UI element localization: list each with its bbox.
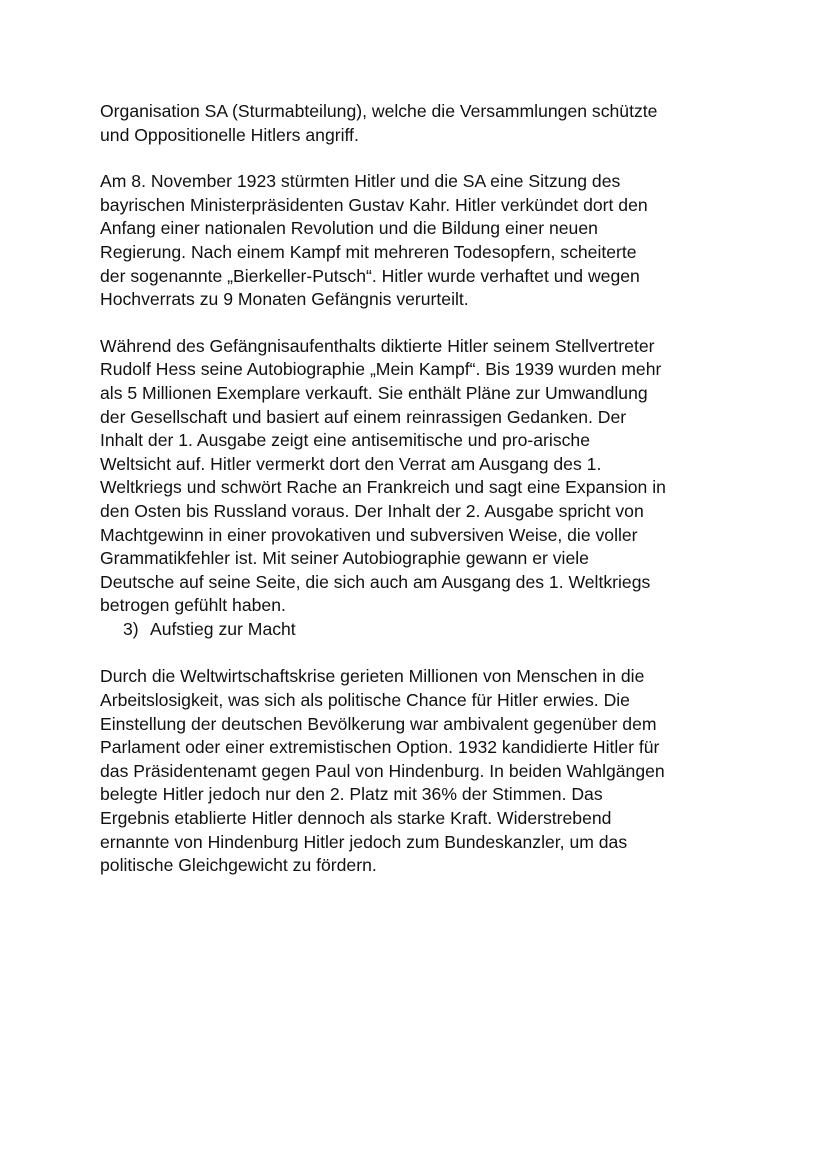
text-line: Ergebnis etablierte Hitler dennoch als starke Kraft. Widerstrebend: [100, 808, 612, 829]
document-page: [100, 100, 740, 878]
text-line: Weltsicht auf. Hitler vermerkt dort den Verrat am Ausgang des 1.: [100, 453, 602, 474]
text-line: Arbeitslosigkeit, was sich als politische Chance für Hitler erwies. Die: [100, 690, 630, 711]
paragraph-aufstieg: [100, 665, 740, 877]
text-line: belegte Hitler jedoch nur den 2. Platz mit 36% der Stimmen. Das: [100, 784, 603, 805]
text-line: Am 8. November 1923 stürmten Hitler und die SA eine Sitzung des: [100, 171, 621, 192]
text-line: bayrischen Ministerpräsidenten Gustav Kahr. Hitler verkündet dort den: [100, 194, 648, 215]
text-line: den Osten bis Russland voraus. Der Inhalt der 2. Ausgabe spricht von: [100, 500, 644, 521]
text-line: Grammatikfehler ist. Mit seiner Autobiographie gewann er viele: [100, 548, 589, 569]
text-line: Parlament oder einer extremistischen Option. 1932 kandidierte Hitler für: [100, 737, 660, 758]
text-line: Inhalt der 1. Ausgabe zeigt eine antisemitische und pro-arische: [100, 430, 590, 451]
text-line: das Präsidentenamt gegen Paul von Hindenburg. In beiden Wahlgängen: [100, 760, 665, 781]
text-line: Durch die Weltwirtschaftskrise gerieten Millionen von Menschen in die: [100, 666, 645, 687]
paragraph-bierkeller-putsch: [100, 170, 740, 312]
text-line: der sogenannte „Bierkeller-Putsch“. Hitler wurde verhaftet und wegen: [100, 265, 640, 286]
text-line: Organisation SA (Sturmabteilung), welche die Versammlungen schützte: [100, 101, 658, 121]
text-line: Hochverrats zu 9 Monaten Gefängnis verurteilt.: [100, 289, 469, 310]
paragraph-mein-kampf: [100, 335, 740, 618]
text-line: Machtgewinn in einer provokativen und subversiven Weise, die voller: [100, 524, 638, 545]
text-line: politische Gleichgewicht zu fördern.: [100, 855, 377, 876]
text-line: der Gesellschaft und basiert auf einem reinrassigen Gedanken. Der: [100, 406, 627, 427]
text-line: Während des Gefängnisaufenthalts diktierte Hitler seinem Stellvertreter: [100, 335, 655, 356]
text-line: betrogen gefühlt haben.: [100, 595, 286, 616]
text-line: Deutsche auf seine Seite, die sich auch am Ausgang des 1. Weltkriegs: [100, 571, 651, 592]
section-title: Aufstieg zur Macht: [150, 618, 296, 639]
text-line: Weltkriegs und schwört Rache an Frankreich und sagt eine Expansion in: [100, 477, 666, 498]
text-line: und Oppositionelle Hitlers angriff.: [100, 124, 359, 145]
text-line: Rudolf Hess seine Autobiographie „Mein Kampf“. Bis 1939 wurden mehr: [100, 359, 662, 380]
paragraph-sa-organisation: [100, 100, 740, 147]
section-heading: [123, 618, 740, 642]
section-number: 3): [123, 618, 139, 639]
text-line: als 5 Millionen Exemplare verkauft. Sie enthält Pläne zur Umwandlung: [100, 382, 648, 403]
text-line: ernannte von Hindenburg Hitler jedoch zum Bundeskanzler, um das: [100, 831, 628, 852]
text-line: Anfang einer nationalen Revolution und die Bildung einer neuen: [100, 218, 598, 239]
text-line: Einstellung der deutschen Bevölkerung war ambivalent gegenüber dem: [100, 713, 657, 734]
text-line: Regierung. Nach einem Kampf mit mehreren Todesopfern, scheiterte: [100, 241, 637, 262]
